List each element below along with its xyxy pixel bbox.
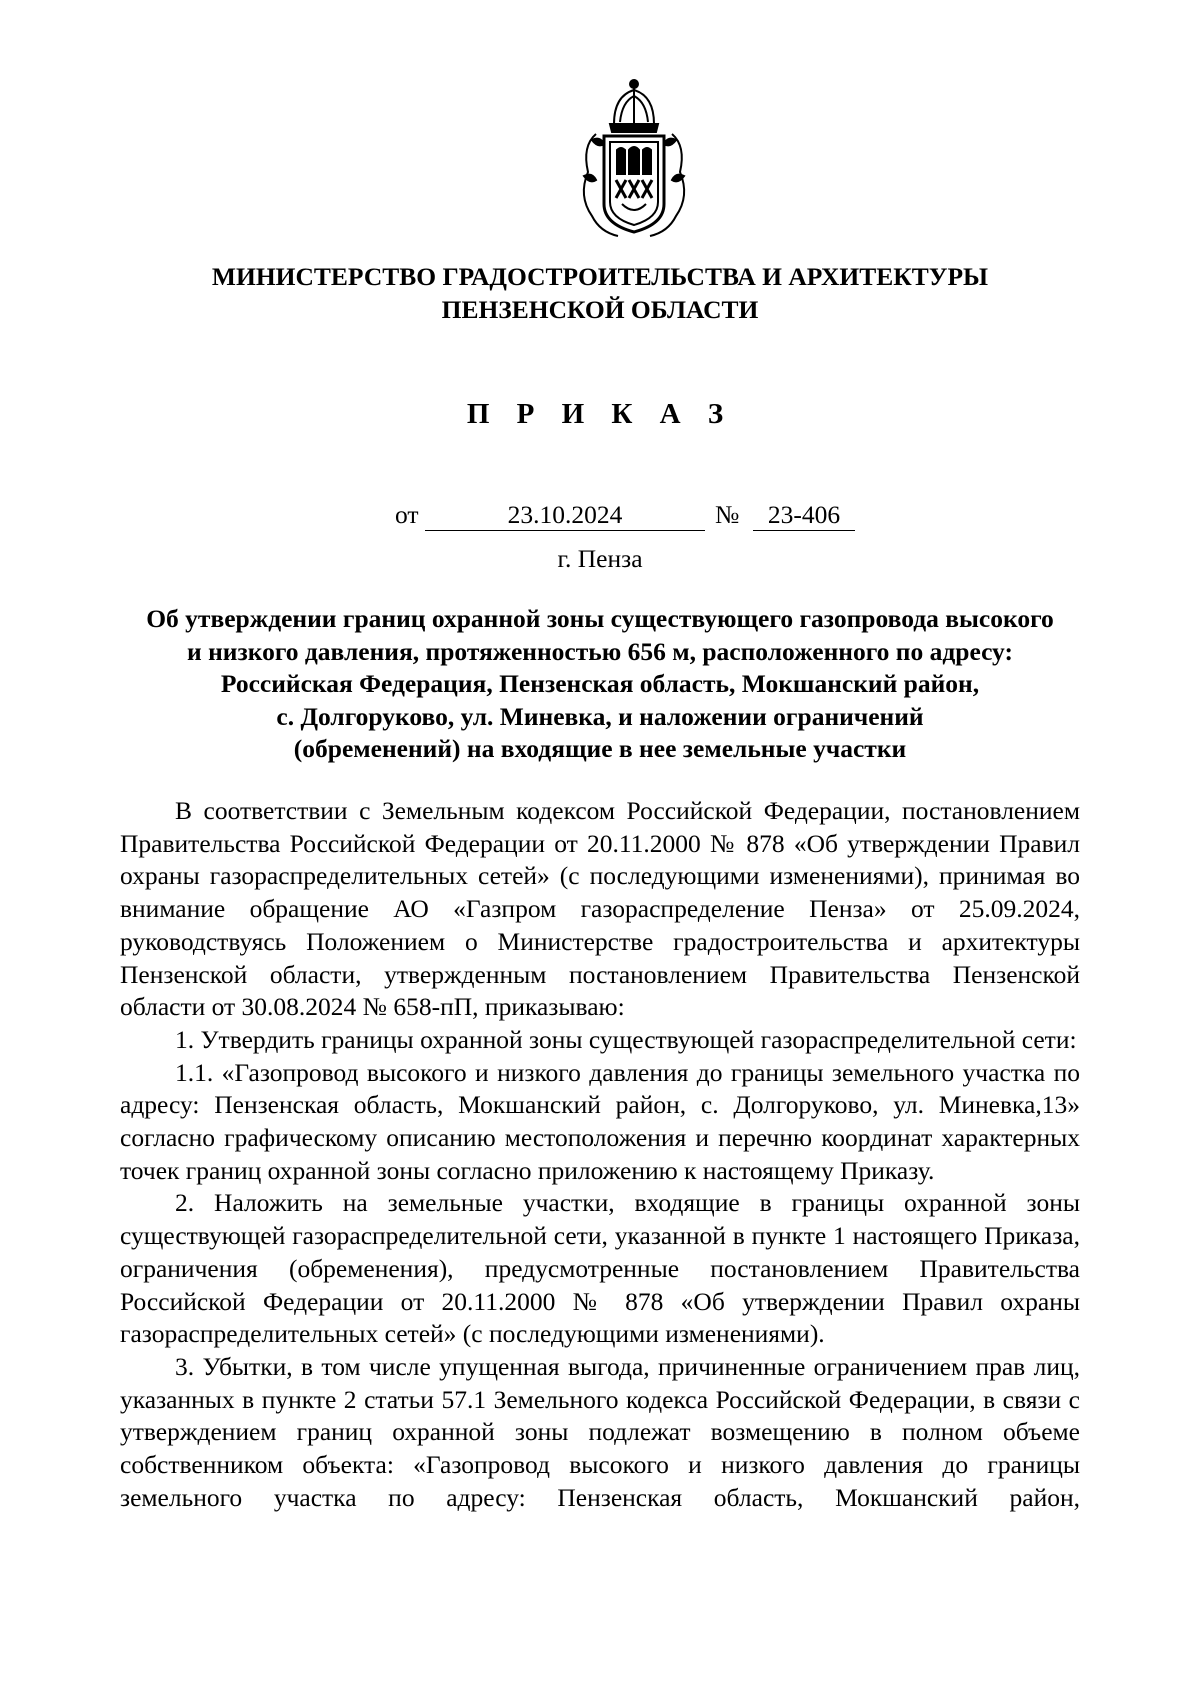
subject-line: и низкого давления, протяженностью 656 м, расположенного по адресу: <box>187 636 1013 666</box>
body-paragraph: 1.1. «Газопровод высокого и низкого давления до границы земельного участка по адресу: Пензенская область, Мокшанский район, с. Долгоруково, ул. Миневка,13» согласно графическому описанию местоположения и перечню координат характерных точек границ охранной зоны согласно приложению к настоящему Приказу. <box>120 1057 1080 1185</box>
ministry-name <box>100 260 1100 326</box>
body-paragraph: В соответствии с Земельным кодексом Российской Федерации, постановлением Правительства Российской Федерации от 20.11.2000 № 878 «Об утверждении Правил охраны газораспределительных сетей» (с последующими изменениями), принимая во внимание обращение АО «Газпром газораспределение Пенза» от 25.09.2024, руководствуясь Положением о Министерстве градостроительства и архитектуры Пензенской области, утвержденным постановлением Правительства Пензенской области от 30.08.2024 № 658-пП, приказываю: <box>120 796 1080 1022</box>
body-paragraph: 1. Утвердить границы охранной зоны существующей газораспределительной сети: <box>175 1024 1077 1054</box>
subject-line: Об утверждении границ охранной зоны существующего газопровода высокого <box>146 604 1054 633</box>
ministry-name-line2: ПЕНЗЕНСКОЙ ОБЛАСТИ <box>441 295 759 324</box>
subject-line: Российская Федерация, Пензенская область, Мокшанский район, <box>220 669 980 698</box>
ministry-name-line1: МИНИСТЕРСТВО ГРАДОСТРОИТЕЛЬСТВА И АРХИТЕКТУРЫ <box>211 262 989 291</box>
document-city: г. Пенза <box>557 544 643 573</box>
date-number-line <box>395 500 895 532</box>
document-body <box>120 795 1080 1514</box>
body-paragraph: 3. Убытки, в том числе упущенная выгода, причиненные ограничением прав лиц, указанных в пункте 2 статьи 57.1 Земельного кодекса Российской Федерации, в связи с утверждением границ охранной зоны подлежат возмещению в полном объеме собственником объекта: «Газопровод высокого и низкого давления до границы земельного участка по адресу: Пензенская область, Мокшанский район, <box>120 1351 1080 1512</box>
document-date: 23.10.2024 <box>425 500 705 531</box>
subject-line: (обременений) на входящие в нее земельные участки <box>293 734 907 763</box>
number-sign: № <box>715 500 740 529</box>
document-number: 23-406 <box>753 500 855 531</box>
document-type-title: П Р И К А З <box>466 398 734 430</box>
date-prefix: от <box>395 500 419 529</box>
document-subject <box>120 603 1080 766</box>
coat-of-arms-emblem <box>570 76 698 244</box>
body-paragraph: 2. Наложить на земельные участки, входящие в границы охранной зоны существующей газораспределительной сети, указанной в пункте 1 настоящего Приказа, ограничения (обременения), предусмотренные постановлением Правительства Российской Федерации от 20.11.2000 № 878 «Об утверждении Правил охраны газораспределительных сетей» (с последующими изменениями). <box>120 1188 1080 1349</box>
subject-line: с. Долгоруково, ул. Миневка, и наложении ограничений <box>276 701 924 731</box>
